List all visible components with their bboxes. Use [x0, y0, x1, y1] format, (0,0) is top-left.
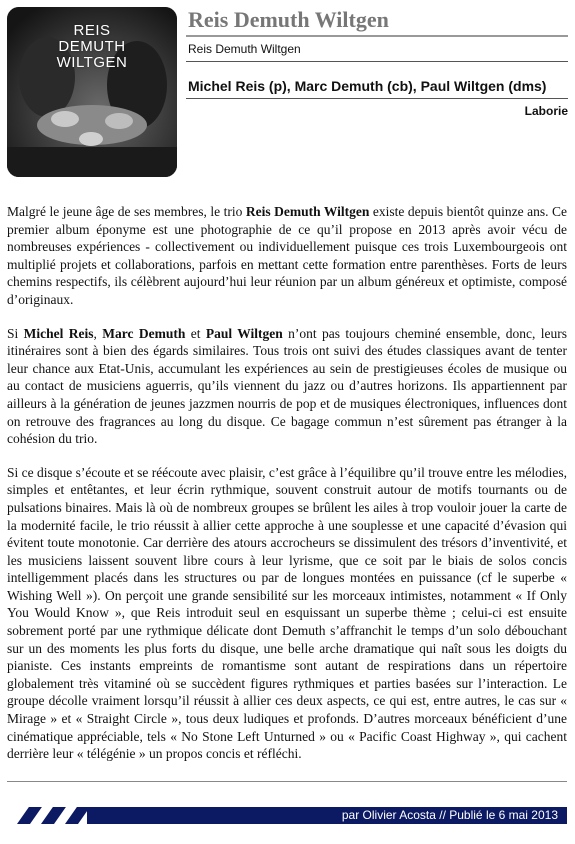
- paragraph-text: n’ont pas toujours cheminé ensemble, donc, leurs itinéraires sont à bien des égards similaires. Tous trois ont suivi des études classiques avant de tenter leur chance aux Etat-Unis, accumulant les expériences au sein de prestigieuses écoles de musique ou au contact de musiciens aguerris, qu’ils viennent du jazz ou d’autres horizons. Ils appartiennent par ailleurs à la génération de jeunes jazzmen nourris de pop et de musiques électroniques, influences dont on retrouve des fragrances au long du disque. Ce bagage commun n’est sûrement pas étranger à la cohésion du trio.: [7, 325, 568, 447]
- album-header: [186, 7, 568, 119]
- article-footer: [7, 807, 567, 824]
- review-paragraph: [7, 325, 567, 448]
- footer-bar: [87, 807, 567, 824]
- musician-name: Paul Wiltgen: [205, 325, 283, 341]
- record-label: Laborie: [524, 104, 568, 118]
- album-cover: [7, 7, 177, 177]
- paragraph-text: ,: [93, 325, 103, 341]
- paragraph-text: Si: [7, 325, 24, 341]
- footer-stripe: [17, 807, 42, 824]
- cover-title-line: WILTGEN: [56, 54, 128, 71]
- personnel-line: Michel Reis (p), Marc Demuth (cb), Paul Wiltgen (dms): [186, 62, 568, 99]
- cover-title-line: DEMUTH: [58, 38, 126, 55]
- footer-stripe: [41, 807, 66, 824]
- paragraph-text: Malgré le jeune âge de ses membres, le trio: [7, 204, 246, 219]
- review-paragraph: Si ce disque s’écoute et se réécoute avec plaisir, c’est grâce à l’équilibre qu’il trouve entre les mélodies, simples et entêtantes, et leur écrin rythmique, souvent construit autour de motifs tournants ou de pulsations binaires. Mais là où de nombreux groupes se brûlent les ailes à trop vouloir jouer la carte de la modernité facile, le trio réussit à allier cette approche à une souplesse et une capacité d’évasion qui évitent toute monotonie. Car derrière des atours accrocheurs se dissimulent des trésors d’inventivité, et les musiciens laissent souvent libre cours à leur lyrisme, que ce soit par le biais de solos concis intelligemment placés dans les structures ou par de longues montées en puissance (cf le superbe « Wishing Well »). On perçoit une grande sensibilité sur les morceaux intimistes, notamment « If Only You Would Know », que Reis introduit seul en esquissant un superbe thème ; celui-ci est ensuite sobrement porté par une rythmique délicate dont Demuth s’affranchit le temps d’un solo débouchant sur un des moments les plus forts du disque, une belle arche dramatique qui naît sous les doigts du pianiste. Ces instants empreints de romantisme sont autant de respirations dans un répertoire globalement très vitaminé où se succèdent figures rythmiques et parties basées sur l’interaction. Le groupe décolle vraiment lorsqu’il réussit à allier ces deux aspects, ce qui est, entre autres, le cas sur « Mirage » et « Straight Circle », tous deux ludiques et profonds. D’autres morceaux bénéficient d’une cinématique appréciable, tels « No Stone Left Unturned » ou « Pacific Coast Highway », qui cachent derrière leur « télégénie » un propos concis et réfléchi.: [7, 464, 567, 762]
- musician-name: Michel Reis: [23, 325, 94, 341]
- cover-title: [7, 23, 177, 71]
- artist-name: Reis Demuth Wiltgen: [186, 37, 568, 62]
- author-byline: par Olivier Acosta // Publié le 6 mai 2013: [341, 808, 558, 822]
- review-paragraph: [7, 203, 567, 309]
- cover-title-line: REIS: [73, 22, 111, 39]
- band-name: Reis Demuth Wiltgen: [245, 204, 370, 219]
- divider: [7, 781, 567, 782]
- paragraph-text: et: [185, 325, 206, 341]
- musician-name: Marc Demuth: [102, 325, 186, 341]
- paragraph-text: existe depuis bientôt quinze ans. Ce premier album éponyme est une photographie de ce qu’il propose en 2013 après avoir vécu de nombreuses expériences - collectivement ou individuellement puisque ces trois Luxembourgeois ont multiplié projets et collaborations, parfois en mettant cette formation entre parenthèses. Forts de leurs chemins respectifs, ils célèbrent aujourd’hui leur réunion par un album généreux et optimiste, composé d’originaux.: [7, 204, 567, 307]
- album-title: Reis Demuth Wiltgen: [186, 7, 568, 37]
- review-body: [7, 203, 567, 779]
